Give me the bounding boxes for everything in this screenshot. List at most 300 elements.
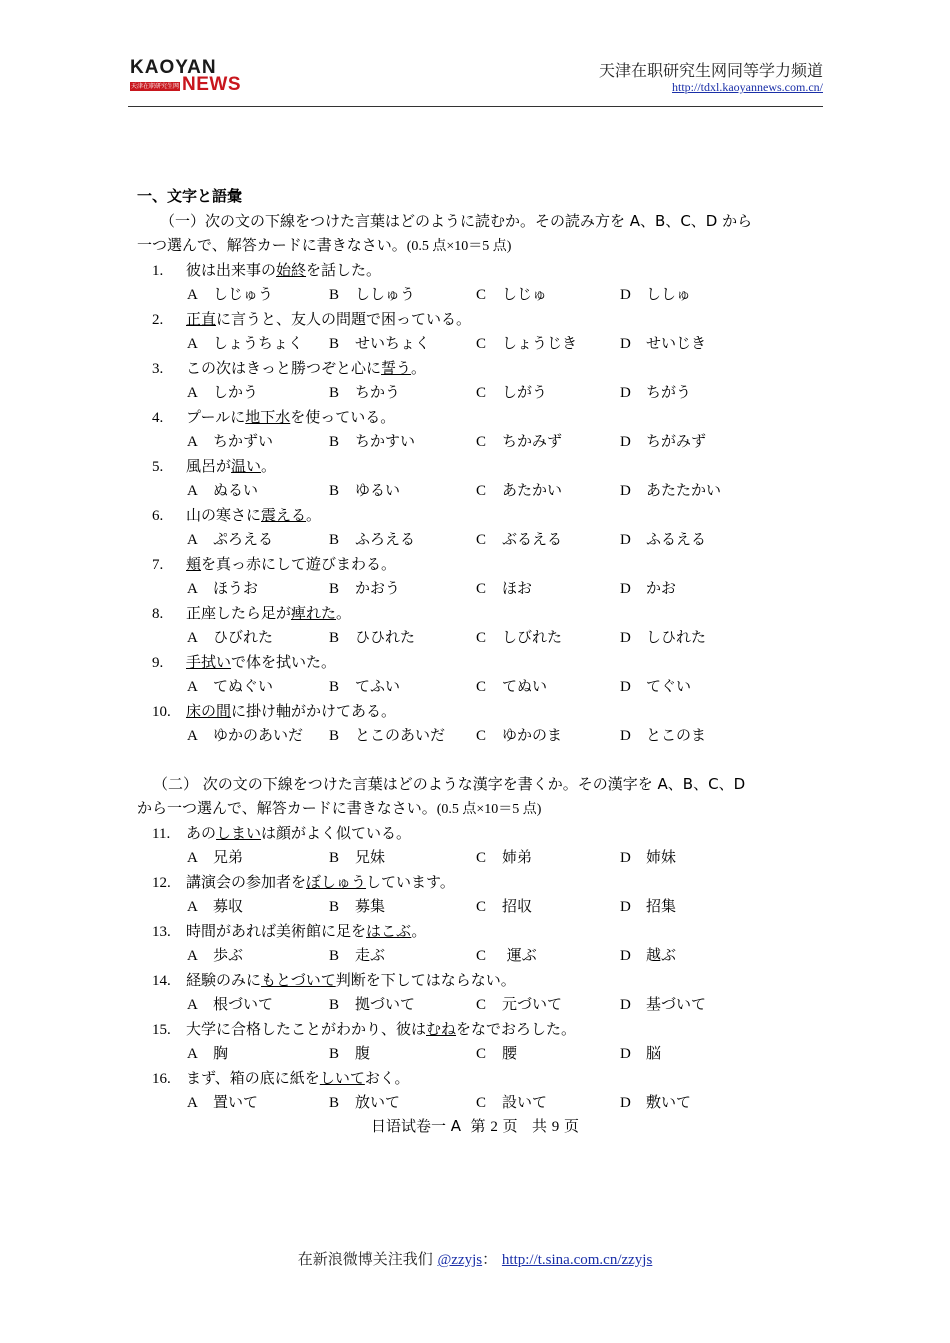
exam-content <box>137 184 827 1115</box>
option-text: 運ぶ <box>502 946 537 964</box>
question-text-pre: 時間があれば美術館に足を <box>186 921 367 940</box>
option-text: ちかみず <box>502 432 563 450</box>
option-text: あたかい <box>502 481 563 499</box>
page-footer <box>0 1115 950 1136</box>
option-letter: B <box>329 679 340 695</box>
weibo-separator: ： <box>482 1250 498 1268</box>
option-letter: B <box>329 1095 340 1111</box>
option-text: 姉妹 <box>646 848 677 866</box>
option-letter: A <box>187 630 198 646</box>
answer-options <box>137 625 827 650</box>
answer-option <box>476 674 620 699</box>
answer-option <box>476 1090 620 1115</box>
answer-options <box>137 331 827 356</box>
option-letter: C <box>476 287 487 303</box>
option-text: 募集 <box>355 897 386 915</box>
answer-option <box>187 478 329 503</box>
answer-options <box>137 527 827 552</box>
answer-option <box>620 478 760 503</box>
answer-option <box>476 894 620 919</box>
question-number: 8. <box>152 605 164 622</box>
answer-option <box>187 992 329 1017</box>
answer-option <box>620 992 760 1017</box>
option-text: とこのあいだ <box>355 726 446 744</box>
option-letter: C <box>476 948 487 964</box>
question-text-post: 。 <box>261 456 277 475</box>
answer-option <box>329 478 476 503</box>
answer-option <box>187 625 329 650</box>
option-letter: D <box>620 679 631 695</box>
question-text-post: 。 <box>336 603 352 622</box>
option-letter: A <box>187 948 198 964</box>
question-stem <box>137 968 827 993</box>
question-number: 3. <box>152 360 164 377</box>
underlined-word: 痺れた <box>291 603 337 622</box>
option-letter: D <box>620 532 631 548</box>
option-letter: C <box>476 1046 487 1062</box>
page-label-prefix: 日语试卷一 A <box>370 1117 461 1135</box>
option-text: ゆかのあいだ <box>213 726 304 744</box>
page-label-ye: 页 <box>502 1117 518 1135</box>
answer-option <box>620 625 760 650</box>
question-stem <box>137 454 827 479</box>
answer-option <box>329 625 476 650</box>
answer-option <box>620 527 760 552</box>
option-letter: A <box>187 581 198 597</box>
question-text-post: をなでおろした。 <box>456 1019 577 1038</box>
page-number: 2 <box>490 1119 498 1135</box>
underlined-word: 震える <box>261 505 307 524</box>
option-letter: B <box>329 434 340 450</box>
option-letter: B <box>329 630 340 646</box>
option-letter: A <box>187 997 198 1013</box>
option-letter: C <box>476 581 487 597</box>
answer-option <box>620 1041 760 1066</box>
answer-option <box>187 331 329 356</box>
option-letter: D <box>620 850 631 866</box>
underlined-word: 誓う <box>381 358 412 377</box>
answer-option <box>476 380 620 405</box>
answer-option <box>476 723 620 748</box>
option-text: ちかう <box>355 383 401 401</box>
part1-instruction-line1: （一）次の文の下線をつけた言葉はどのように読むか。その読み方を A、B、C、D から <box>160 211 753 230</box>
answer-option <box>476 527 620 552</box>
question-text-post: 判断を下してはならない。 <box>335 970 516 989</box>
question-text-post: を真っ赤にして遊びまわる。 <box>201 554 397 573</box>
answer-option <box>620 1090 760 1115</box>
option-letter: B <box>329 287 340 303</box>
answer-option <box>476 1041 620 1066</box>
question-text-pre: 大学に合格したことがわかり、彼は <box>186 1019 427 1038</box>
option-letter: A <box>187 728 198 744</box>
underlined-word: 始終 <box>276 260 307 279</box>
option-text: 兄妹 <box>355 848 386 866</box>
option-letter: A <box>187 287 198 303</box>
option-letter: B <box>329 385 340 401</box>
part1-instruction-line2: 一つ選んで、解答カードに書きなさい。(0.5 点×10＝5 点) <box>137 236 512 254</box>
question-stem <box>137 1066 827 1091</box>
option-text: せいじき <box>646 334 707 352</box>
option-text: 根づいて <box>213 995 274 1013</box>
option-text: 拠づいて <box>355 995 416 1013</box>
answer-option <box>620 674 760 699</box>
weibo-url-link[interactable]: http://t.sina.com.cn/zzyjs <box>501 1252 653 1268</box>
underlined-word: 床の間 <box>186 701 232 720</box>
answer-options <box>137 894 827 919</box>
option-letter: B <box>329 483 340 499</box>
header-divider <box>128 106 823 107</box>
underlined-word: 頬 <box>186 554 202 573</box>
question-stem <box>137 503 827 528</box>
option-text: ししゅう <box>355 285 416 303</box>
answer-option <box>187 282 329 307</box>
option-text: ひひれた <box>355 628 416 646</box>
answer-option <box>187 845 329 870</box>
option-letter: C <box>476 728 487 744</box>
underlined-word: 地下水 <box>245 407 291 426</box>
answer-option <box>620 282 760 307</box>
option-letter: C <box>476 434 487 450</box>
option-letter: D <box>620 630 631 646</box>
question-text-pre: 正座したら足が <box>186 603 292 622</box>
page-label-ye2: 页 <box>564 1117 580 1135</box>
question-text-pre: 山の寒さに <box>186 505 262 524</box>
option-letter: B <box>329 336 340 352</box>
option-text: てぐい <box>646 677 692 695</box>
answer-option <box>187 1041 329 1066</box>
answer-options <box>137 478 827 503</box>
question-number: 10. <box>152 703 171 720</box>
question-text-post: おく。 <box>364 1068 410 1087</box>
option-text: 走ぶ <box>355 946 386 964</box>
option-text: 募収 <box>213 897 244 915</box>
question-stem <box>137 356 827 381</box>
answer-options <box>137 429 827 454</box>
option-letter: A <box>187 850 198 866</box>
option-text: 招集 <box>646 897 677 915</box>
option-text: ちがみず <box>646 432 707 450</box>
question-text-post: に言うと、友人の問題で困っている。 <box>216 309 472 328</box>
answer-option <box>329 992 476 1017</box>
option-letter: B <box>329 1046 340 1062</box>
underlined-word: しいて <box>319 1068 365 1087</box>
question-text-post: に掛け軸がかけてある。 <box>231 701 397 720</box>
answer-option <box>187 894 329 919</box>
option-letter: C <box>476 679 487 695</box>
option-text: 脳 <box>646 1044 662 1062</box>
section-title: 一、文字と語彙 <box>137 187 243 205</box>
question-text-post: で体を拭いた。 <box>231 652 337 671</box>
question-text-pre: まず、箱の底に紙を <box>186 1068 320 1087</box>
answer-option <box>476 625 620 650</box>
question-number: 7. <box>152 556 164 573</box>
option-letter: B <box>329 948 340 964</box>
question-number: 13. <box>152 923 171 940</box>
option-letter: A <box>187 336 198 352</box>
answer-option <box>329 1041 476 1066</box>
option-text: ぷろえる <box>213 530 274 548</box>
option-text: ぬるい <box>213 481 259 499</box>
option-letter: D <box>620 336 631 352</box>
option-text: 敷いて <box>646 1093 692 1111</box>
underlined-word: はこぶ <box>366 921 412 940</box>
kaoyan-news-logo <box>130 58 245 96</box>
answer-option <box>620 943 760 968</box>
option-text: ちがう <box>646 383 692 401</box>
underlined-word: ぼしゅう <box>306 872 367 891</box>
answer-option <box>620 380 760 405</box>
option-letter: A <box>187 899 198 915</box>
answer-option <box>476 282 620 307</box>
option-text: 歩ぶ <box>213 946 244 964</box>
answer-option <box>476 478 620 503</box>
question-stem <box>137 821 827 846</box>
answer-option <box>329 674 476 699</box>
option-letter: A <box>187 679 198 695</box>
part1-score: (0.5 点×10＝5 点) <box>406 239 512 254</box>
answer-option <box>187 576 329 601</box>
answer-options <box>137 1090 827 1115</box>
option-letter: B <box>329 997 340 1013</box>
question-number: 1. <box>152 262 164 279</box>
answer-options <box>137 576 827 601</box>
option-text: 胸 <box>213 1044 229 1062</box>
question-stem <box>137 650 827 675</box>
question-text-pre: 彼は出来事の <box>186 260 277 279</box>
question-stem <box>137 870 827 895</box>
answer-option <box>329 331 476 356</box>
answer-option <box>187 429 329 454</box>
underlined-word: むね <box>426 1019 457 1038</box>
answer-option <box>620 576 760 601</box>
page-label-gong: 共 <box>531 1117 547 1135</box>
option-text: 元づいて <box>502 995 563 1013</box>
page-total: 9 <box>551 1119 560 1135</box>
answer-option <box>329 576 476 601</box>
option-text: ちかずい <box>213 432 274 450</box>
question-stem <box>137 405 827 430</box>
answer-option <box>476 429 620 454</box>
question-number: 9. <box>152 654 164 671</box>
option-text: しょうじき <box>502 334 578 352</box>
option-text: 越ぶ <box>646 946 677 964</box>
option-letter: C <box>476 850 487 866</box>
question-stem <box>137 552 827 577</box>
option-text: とこのま <box>646 726 707 744</box>
option-letter: A <box>187 385 198 401</box>
answer-option <box>620 429 760 454</box>
option-text: ゆかのま <box>502 726 563 744</box>
logo-text-top: KAOYAN <box>130 57 217 78</box>
answer-options <box>137 845 827 870</box>
answer-options <box>137 380 827 405</box>
option-text: 設いて <box>502 1093 548 1111</box>
option-text: 置いて <box>213 1093 259 1111</box>
underlined-word: 正直 <box>186 309 217 328</box>
answer-option <box>476 576 620 601</box>
answer-option <box>620 723 760 748</box>
option-text: しびれた <box>502 628 563 646</box>
option-letter: B <box>329 581 340 597</box>
option-letter: D <box>620 483 631 499</box>
answer-option <box>476 845 620 870</box>
option-text: ぶるえる <box>502 530 563 548</box>
option-letter: D <box>620 899 631 915</box>
option-letter: A <box>187 532 198 548</box>
question-number: 11. <box>152 825 171 842</box>
answer-option <box>329 723 476 748</box>
question-stem <box>137 258 827 283</box>
part2-score: (0.5 点×10＝5 点) <box>436 802 542 817</box>
answer-option <box>329 845 476 870</box>
answer-option <box>329 943 476 968</box>
option-text: しじゅう <box>213 285 274 303</box>
question-stem <box>137 1017 827 1042</box>
option-text: 腰 <box>502 1044 518 1062</box>
option-text: ちかすい <box>355 432 416 450</box>
answer-option <box>187 527 329 552</box>
option-letter: D <box>620 997 631 1013</box>
weibo-text: 在新浪微博关注我们 <box>297 1250 433 1268</box>
option-text: ほお <box>502 579 533 597</box>
question-stem <box>137 699 827 724</box>
question-text-pre: 講演会の参加者を <box>186 872 307 891</box>
option-letter: D <box>620 434 631 450</box>
question-stem <box>137 919 827 944</box>
option-letter: C <box>476 997 487 1013</box>
option-text: てぬい <box>502 677 548 695</box>
answer-option <box>620 894 760 919</box>
question-number: 4. <box>152 409 164 426</box>
option-letter: B <box>329 899 340 915</box>
question-text-pre: 経験のみに <box>186 970 262 989</box>
question-text-pre: 風呂が <box>186 456 232 475</box>
question-text-pre: この次はきっと勝つぞと心に <box>186 358 382 377</box>
option-text: しじゅ <box>502 285 548 303</box>
site-url-link[interactable]: http://tdxl.kaoyannews.com.cn/ <box>672 80 823 94</box>
answer-option <box>329 429 476 454</box>
answer-options <box>137 723 827 748</box>
logo-red-strip: 天津在职研究生网 <box>130 83 179 90</box>
part2-instruction-line2: から一つ選んで、解答カードに書きなさい。(0.5 点×10＝5 点) <box>137 799 542 817</box>
answer-option <box>620 845 760 870</box>
answer-option <box>476 331 620 356</box>
answer-option <box>620 331 760 356</box>
option-text: ししゅ <box>646 285 692 303</box>
question-text-pre: あの <box>186 823 217 842</box>
question-number: 16. <box>152 1070 171 1087</box>
question-stem <box>137 307 827 332</box>
option-letter: D <box>620 728 631 744</box>
option-letter: B <box>329 728 340 744</box>
option-text: ふるえる <box>646 530 707 548</box>
option-letter: C <box>476 630 487 646</box>
answer-options <box>137 1041 827 1066</box>
question-text-post: を話した。 <box>306 260 382 279</box>
option-text: てぬぐい <box>213 677 274 695</box>
answer-option <box>329 894 476 919</box>
option-letter: D <box>620 1046 631 1062</box>
option-text: 姉弟 <box>502 848 533 866</box>
option-letter: C <box>476 336 487 352</box>
question-number: 14. <box>152 972 171 989</box>
page-label-di: 第 <box>470 1117 486 1135</box>
option-text: 招収 <box>502 897 533 915</box>
option-text: ひびれた <box>213 628 274 646</box>
question-text-post: は顔がよく似ている。 <box>261 823 412 842</box>
underlined-word: もとづいて <box>261 970 336 989</box>
option-text: しかう <box>213 383 259 401</box>
option-letter: D <box>620 287 631 303</box>
option-letter: C <box>476 483 487 499</box>
answer-option <box>187 380 329 405</box>
option-letter: C <box>476 385 487 401</box>
question-number: 12. <box>152 874 171 891</box>
option-text: 基づいて <box>646 995 707 1013</box>
underlined-word: しまい <box>216 823 262 842</box>
question-number: 5. <box>152 458 164 475</box>
option-text: せいちょく <box>355 334 431 352</box>
option-letter: C <box>476 899 487 915</box>
option-text: てふい <box>355 677 401 695</box>
answer-option <box>187 1090 329 1115</box>
question-stem <box>137 601 827 626</box>
option-letter: B <box>329 532 340 548</box>
option-text: 腹 <box>355 1044 371 1062</box>
option-letter: A <box>187 434 198 450</box>
question-text-post: 。 <box>411 358 427 377</box>
answer-option <box>476 943 620 968</box>
answer-options <box>137 282 827 307</box>
answer-option <box>476 992 620 1017</box>
answer-option <box>329 282 476 307</box>
answer-option <box>187 674 329 699</box>
question-text-post: を使っている。 <box>290 407 396 426</box>
option-letter: D <box>620 1095 631 1111</box>
question-text-post: 。 <box>306 505 322 524</box>
site-title: 天津在职研究生网同等学力频道 <box>598 61 823 80</box>
underlined-word: 温い <box>231 456 262 475</box>
part2-question-list <box>137 821 827 1115</box>
option-text: しがう <box>502 383 548 401</box>
question-number: 15. <box>152 1021 171 1038</box>
option-letter: C <box>476 1095 487 1111</box>
answer-option <box>329 1090 476 1115</box>
option-letter: A <box>187 1095 198 1111</box>
answer-option <box>329 380 476 405</box>
option-text: ほうお <box>213 579 259 597</box>
option-text: あたたかい <box>646 481 722 499</box>
option-letter: A <box>187 1046 198 1062</box>
underlined-word: 手拭い <box>186 652 232 671</box>
answer-option <box>187 943 329 968</box>
question-text-post: しています。 <box>366 872 455 891</box>
option-text: 放いて <box>355 1093 401 1111</box>
option-text: かお <box>646 579 677 597</box>
weibo-footer <box>0 1248 950 1269</box>
answer-options <box>137 992 827 1017</box>
option-letter: D <box>620 948 631 964</box>
option-text: しょうちょく <box>213 334 304 352</box>
weibo-handle-link[interactable]: @zzyjs <box>437 1252 483 1268</box>
part2-instruction-line1: （二） 次の文の下線をつけた言葉はどのような漢字を書くか。その漢字を A、B、C、D <box>153 774 746 793</box>
option-text: ゆるい <box>355 481 401 499</box>
option-text: 兄弟 <box>213 848 244 866</box>
option-letter: B <box>329 850 340 866</box>
option-letter: A <box>187 483 198 499</box>
answer-option <box>329 527 476 552</box>
question-text-post: 。 <box>411 921 427 940</box>
